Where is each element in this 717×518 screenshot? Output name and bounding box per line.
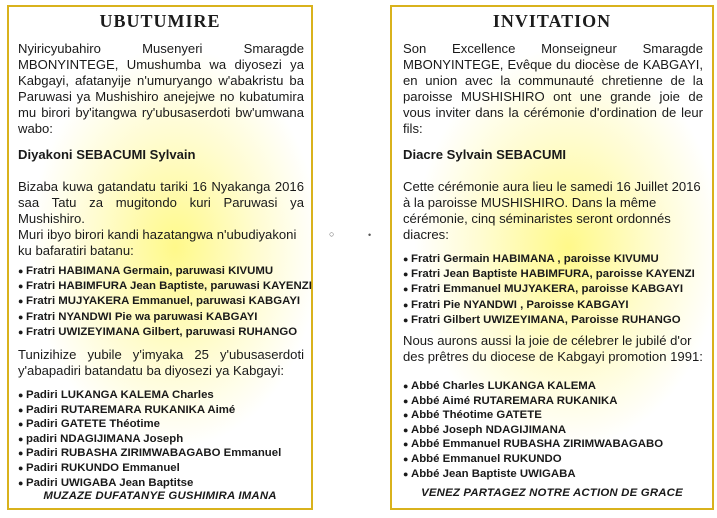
list-item: ● Padiri GATETE Théotime	[18, 418, 160, 431]
list-item: ● Abbé Emmanuel RUKUNDO	[403, 452, 562, 465]
bullet-icon: ●	[403, 269, 409, 280]
list-item: ● Padiri RUTAREMARA RUKANIKA Aimé	[18, 403, 236, 416]
list-item: ● Fratri NYANDWI Pie wa paruwasi KABGAYI	[18, 310, 312, 325]
bullet-icon: ●	[18, 296, 24, 307]
list-item: ● Fratri HABIMFURA Jean Baptiste, paruwasi KAYENZI	[18, 279, 312, 294]
list-item: ● Abbé Aimé RUTAREMARA RUKANIKA	[403, 394, 618, 407]
bullet-icon: ●	[403, 314, 409, 325]
closing-line: MUZAZE DUFATANYE GUSHIMIRA IMANA	[43, 490, 277, 502]
bullet-icon: ●	[403, 424, 409, 435]
ordinand-name: Diacre Sylvain SEBACUMI	[403, 147, 567, 162]
list-item: ● Fratri HABIMANA Germain, paruwasi KIVUMU	[18, 264, 312, 279]
list-item: ● Fratri UWIZEYIMANA Gilbert, paruwasi RUHANGO	[18, 325, 312, 340]
list-item: ● Fratri Emmanuel MUJYAKERA, paroisse KABGAYI	[403, 282, 695, 297]
bullet-icon: ●	[403, 299, 409, 310]
list-item: ● Abbé Jean Baptiste UWIGABA	[403, 467, 576, 480]
intro-paragraph: Son Excellence Monseigneur Smaragde MBONYINTEGE, Evêque du diocèse de KABGAYI, en union avec la communauté chretienne de la paroisse MUSHISHIRO ont une grande joie de vous inviter dans la cérémonie d'ordination de leur fils:	[403, 41, 703, 137]
intro-paragraph: Nyiricyubahiro Musenyeri Smaragde MBONYINTEGE, Umushumba wa diyosezi ya Kabgayi, afatanyije n'umuryango w'abakristu ba Paruwasi ya Mushishiro anejejwe no kubatumira mu birori by'itangwa ry'ubusaserdoti bw'umwana wabo:	[18, 41, 304, 137]
jubilee-intro: Nous aurons aussi la joie de célebrer le jubilé d'or des prêtres du diocese de Kabgayi promotion 1991:	[403, 333, 703, 365]
bullet-icon: ●	[18, 448, 24, 459]
small-dot-mark: •	[368, 230, 372, 240]
bullet-icon: ●	[403, 439, 409, 450]
bullet-icon: ●	[18, 266, 24, 276]
bullet-icon: ●	[403, 395, 409, 406]
list-item: ● Abbé Charles LUKANGA KALEMA	[403, 380, 597, 392]
jubilee-intro: Tunizihize yubile y'imyaka 25 y'ubusaserdoti y'abapadiri batandatu ba diyosezi ya Kabgayi:	[18, 347, 304, 379]
ordinand-name: Diyakoni SEBACUMI Sylvain	[18, 147, 196, 162]
bullet-icon: ●	[403, 453, 409, 464]
bullet-icon: ●	[403, 284, 409, 295]
bullet-icon: ●	[18, 390, 24, 400]
closing-line: VENEZ PARTAGEZ NOTRE ACTION DE GRACE	[421, 487, 683, 499]
bullet-icon: ●	[18, 477, 24, 488]
kinyarwanda-invitation-card	[7, 5, 313, 510]
list-item: ● Abbé Théotime GATETE	[403, 409, 542, 422]
list-item: ● Padiri LUKANGA KALEMA Charles	[18, 389, 214, 401]
abbe-list	[403, 379, 663, 481]
list-item: ● Padiri RUKUNDO Emmanuel	[18, 461, 180, 474]
french-invitation-card	[390, 5, 714, 510]
list-item: ● padiri NDAGIJIMANA Joseph	[18, 432, 184, 445]
bullet-icon: ●	[18, 404, 24, 415]
list-item: ● Abbé Joseph NDAGIJIMANA	[403, 423, 567, 436]
list-item: ● Fratri Jean Baptiste HABIMFURA, paroisse KAYENZI	[403, 267, 695, 282]
bullet-icon: ●	[403, 410, 409, 421]
card-title: UBUTUMIRE	[99, 11, 221, 31]
bullet-icon: ●	[18, 281, 24, 292]
list-item: ● Padiri RUBASHA ZIRIMWABAGABO Emmanuel	[18, 447, 282, 460]
bullet-icon: ●	[18, 462, 24, 473]
event-details: Bizaba kuwa gatandatu tariki 16 Nyakanga 2016 saa Tatu za mugitondo kuri Paruwasi ya Mushishiro.	[18, 179, 304, 227]
fratri-list	[403, 252, 695, 328]
deacons-intro: Muri ibyo birori kandi hazatangwa n'ubudiyakoni ku bafaratiri batanu:	[18, 227, 297, 259]
card-title: INVITATION	[492, 11, 612, 31]
list-item: ● Fratri MUJYAKERA Emmanuel, paruwasi KABGAYI	[18, 294, 312, 309]
list-item: ● Fratri Germain HABIMANA , paroisse KIVUMU	[403, 252, 695, 267]
list-item: ● Padiri UWIGABA Jean Baptitse	[18, 476, 194, 489]
list-item: ● Fratri Gilbert UWIZEYIMANA, Paroisse RUHANGO	[403, 313, 695, 328]
bullet-icon: ●	[18, 419, 24, 430]
padiri-list	[18, 388, 281, 490]
bullet-icon: ●	[18, 433, 24, 444]
fratri-list	[18, 264, 312, 340]
event-details: Cette cérémonie aura lieu le samedi 16 Juillet 2016 à la paroisse MUSHISHIRO. Dans la même cérémonie, cinq séminaristes seront ordonnés diacres:	[403, 179, 701, 243]
bullet-icon: ●	[18, 311, 24, 322]
bullet-icon: ●	[403, 254, 409, 264]
bullet-icon: ●	[403, 468, 409, 479]
small-circle-mark: ○	[329, 229, 335, 239]
bullet-icon: ●	[403, 381, 409, 391]
list-item: ● Abbé Emmanuel RUBASHA ZIRIMWABAGABO	[403, 438, 664, 451]
bullet-icon: ●	[18, 326, 24, 337]
list-item: ● Fratri Pie NYANDWI , Paroisse KABGAYI	[403, 298, 695, 313]
